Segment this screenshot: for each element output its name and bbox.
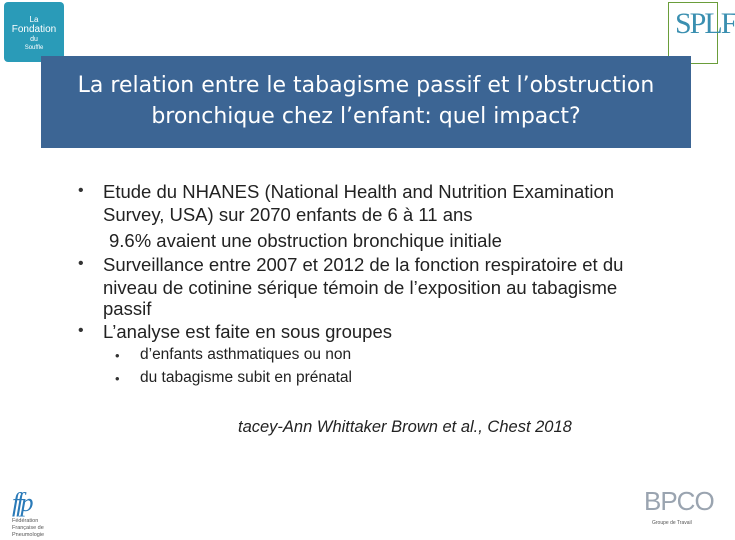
- bullet-marker: •: [78, 322, 84, 339]
- bullet-2-line-1: Surveillance entre 2007 et 2012 de la fonction respiratoire et du: [103, 254, 624, 275]
- sub-bullet-marker: •: [115, 348, 120, 363]
- bullet-1-line-3: 9.6% avaient une obstruction bronchique initiale: [109, 230, 502, 251]
- title-line-2: bronchique chez l’enfant: quel impact?: [151, 104, 581, 129]
- bullet-marker: •: [78, 182, 84, 199]
- bullet-1-line-1: Etude du NHANES (National Health and Nutrition Examination: [103, 181, 615, 202]
- bullet-2-line-3: passif: [103, 298, 152, 319]
- ffp-logo: [10, 488, 60, 538]
- logo-text-fondation: Fondation: [11, 24, 57, 35]
- logo-text-souffle: Souffle: [24, 45, 44, 51]
- logo-text-la: La: [29, 15, 39, 24]
- sub-bullet-1: d’enfants asthmatiques ou non: [140, 346, 352, 363]
- bullet-marker: •: [78, 255, 84, 272]
- fondation-du-souffle-logo: [4, 2, 64, 62]
- bullet-2-line-2: niveau de cotinine sérique témoin de l’exposition au tabagisme: [103, 277, 618, 298]
- ffp-subtitle: Fédération Française de Pneumologie: [12, 518, 45, 538]
- logo-text-du: du: [30, 36, 38, 43]
- bpco-logo: [640, 486, 716, 534]
- splf-mark: SPLF: [675, 7, 735, 40]
- splf-logo: [668, 2, 735, 64]
- citation: tacey-Ann Whittaker Brown et al., Chest 2018: [238, 418, 572, 436]
- sub-bullet-2: du tabagisme subit en prénatal: [140, 369, 352, 386]
- title-line-1: La relation entre le tabagisme passif et l’obstruction: [77, 73, 655, 98]
- sub-bullet-marker: •: [115, 371, 120, 386]
- bpco-mark: BPCO: [644, 486, 714, 516]
- bpco-subtitle: Groupe de Travail: [652, 520, 692, 526]
- bullet-3-line-1: L’analyse est faite en sous groupes: [103, 321, 392, 342]
- bullet-1-line-2: Survey, USA) sur 2070 enfants de 6 à 11 ans: [103, 204, 473, 225]
- slide-title-bar: [41, 56, 691, 148]
- slide-title: [41, 70, 691, 132]
- ffp-mark: ffp: [12, 488, 31, 517]
